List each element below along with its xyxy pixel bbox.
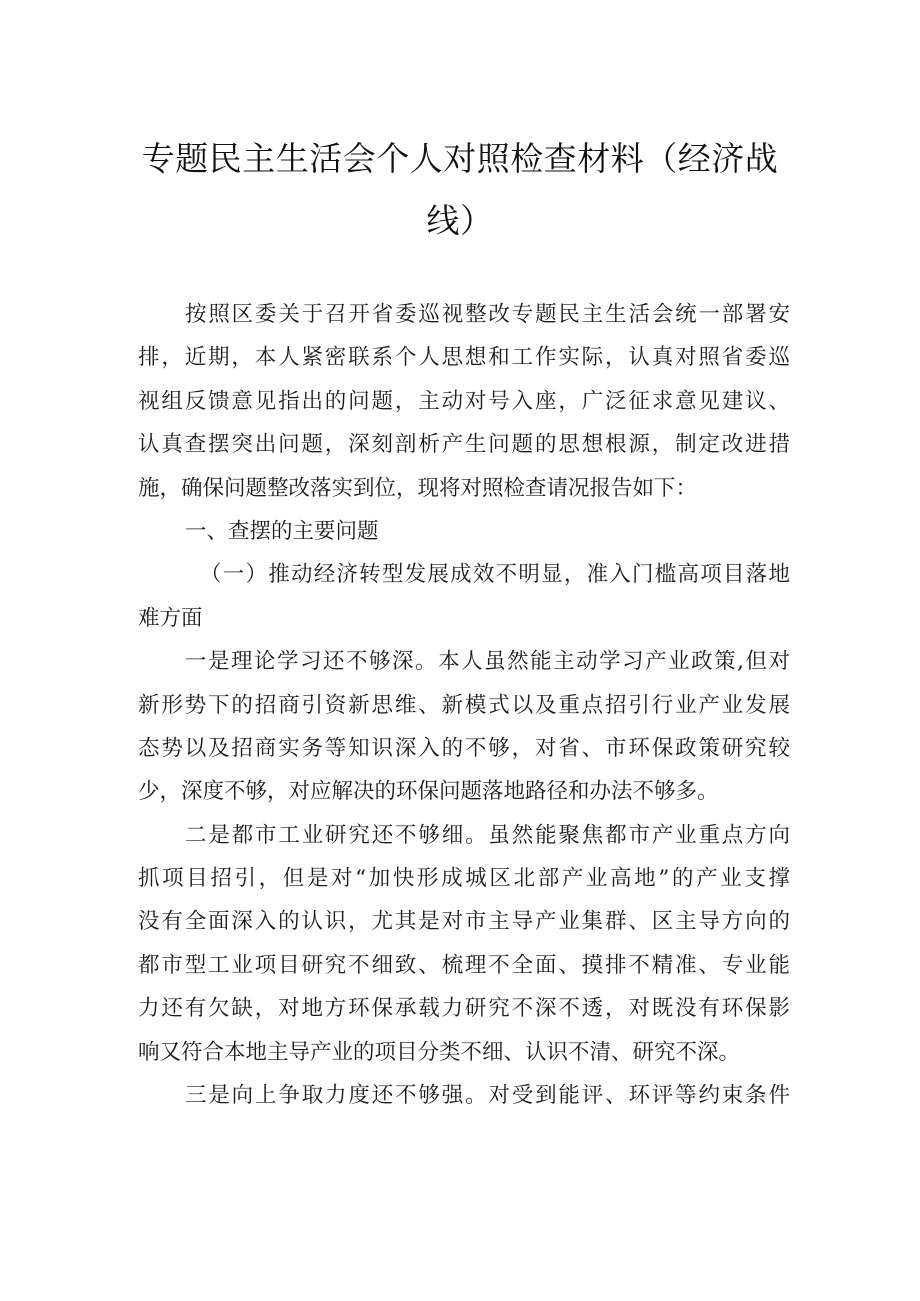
subsection-heading-line: （一）推动经济转型发展成效不明显，准入门槛高项目落地: [200, 562, 790, 588]
paragraph-line: 二是都市工业研究还不够细。虽然能聚焦都市产业重点方向: [185, 822, 790, 848]
document-title: [130, 128, 790, 252]
paragraph-line: 少，深度不够，对应解决的环保问题落地路径和办法不够多。: [138, 779, 719, 805]
paragraph-line: 认真查摆突出问题，深刻剖析产生问题的思想根源，制定改进措: [138, 432, 790, 458]
paragraph-line: 排，近期，本人紧密联系个人思想和工作实际，认真对照省委巡: [138, 345, 790, 371]
paragraph-line: 新形势下的招商引资新思维、新模式以及重点招引行业产业发展: [138, 692, 790, 718]
document-body: [138, 293, 790, 1117]
paragraph-line: 态势以及招商实务等知识深入的不够，对省、市环保政策研究较: [138, 735, 790, 761]
paragraph-line: 三是向上争取力度还不够强。对受到能评、环评等约束条件: [185, 1083, 790, 1109]
paragraph-line: 抓项目招引，但是对“加快形成城区北部产业高地”的产业支撑: [138, 866, 790, 892]
title-line-2: 线）: [426, 201, 494, 240]
paragraph-line: 按照区委关于召开省委巡视整改专题民主生活会统一部署安: [185, 302, 790, 327]
paragraph-line: 力还有欠缺，对地方环保承载力研究不深不透，对既没有环保影: [138, 996, 790, 1022]
paragraph-line: 施，确保问题整改落实到位，现将对照检查请况报告如下：: [138, 475, 698, 501]
title-line-1: 专题民主生活会个人对照检查材料（经济战: [141, 139, 779, 178]
paragraph-line: 一是理论学习还不够深。本人虽然能主动学习产业政策,但对: [185, 649, 790, 675]
paragraph-line: 没有全面深入的认识，尤其是对市主导产业集群、区主导方向的: [138, 909, 790, 935]
subsection-heading-line: 难方面: [138, 605, 203, 631]
paragraph-line: 视组反馈意见指出的问题，主动对号入座，广泛征求意见建议、: [138, 388, 790, 414]
paragraph-line: 响又符合本地主导产业的项目分类不细、认识不清、研究不深。: [138, 1039, 741, 1065]
section-heading: 一、查摆的主要问题: [185, 518, 379, 544]
paragraph-line: 都市型工业项目研究不细致、梳理不全面、摸排不精准、专业能: [138, 952, 790, 978]
